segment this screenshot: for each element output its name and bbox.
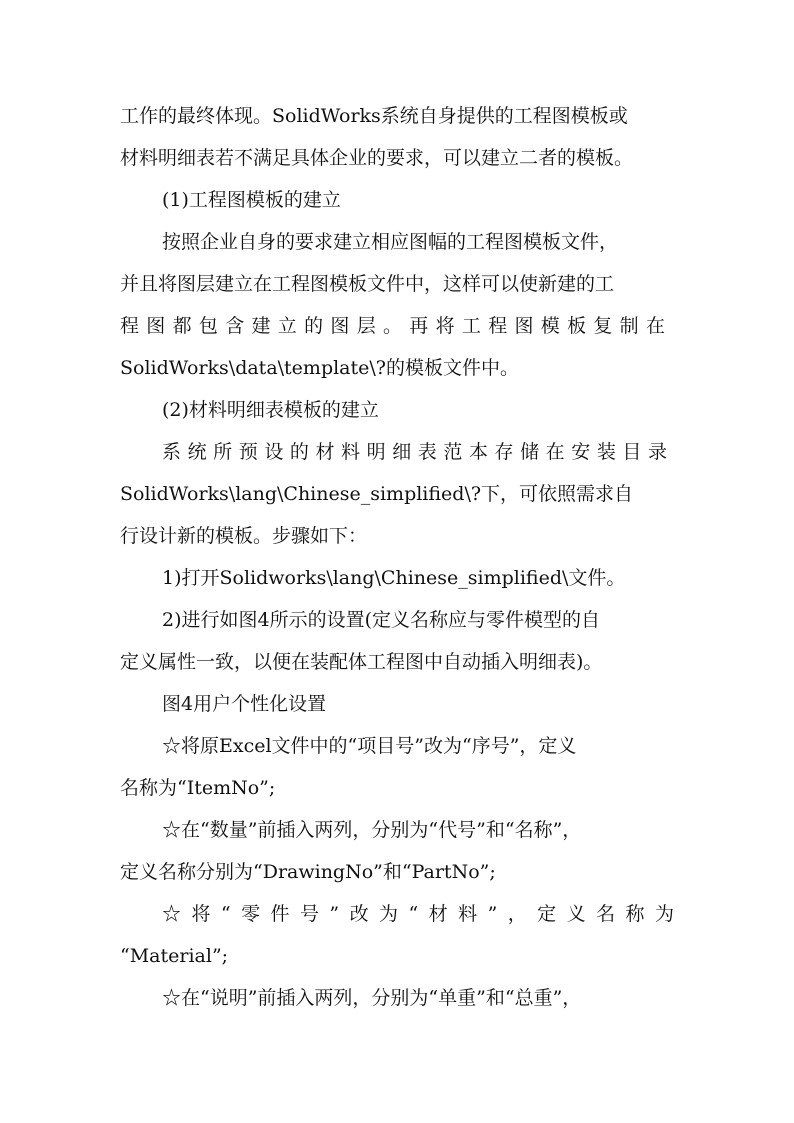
- figure-caption: 图4用户个性化设置: [162, 693, 327, 715]
- paragraph-line: 按照企业自身的要求建立相应图幅的工程图模板文件，: [162, 231, 619, 253]
- section-heading: (2)材料明细表模板的建立: [162, 399, 379, 421]
- paragraph-line: 系统所预设的材料明细表范本存储在安装目录: [162, 441, 667, 463]
- paragraph-line: 定义名称分别为“DrawingNo”和“PartNo”;: [120, 861, 496, 883]
- paragraph-line: 行设计新的模板。步骤如下：: [120, 525, 368, 547]
- paragraph-line: 程图都包含建立的图层。再将工程图模板复制在: [120, 315, 665, 337]
- list-item: 2)进行如图4所示的设置(定义名称应与零件模型的自: [162, 609, 601, 631]
- list-item: ☆在“说明”前插入两列，分别为“单重”和“总重”，: [162, 987, 582, 1009]
- list-item: ☆将原Excel文件中的“项目号”改为“序号”，定义: [162, 735, 577, 757]
- paragraph-line: 工作的最终体现。SolidWorks系统自身提供的工程图模板或: [120, 105, 628, 127]
- paragraph-line: 定义属性一致，以便在装配体工程图中自动插入明细表)。: [120, 651, 603, 673]
- section-heading: (1)工程图模板的建立: [162, 189, 341, 211]
- paragraph-line: SolidWorks\lang\Chinese_simplified\?下，可依照需求自: [120, 483, 634, 505]
- list-item: ☆将“零件号”改为“材料”，定义名称为: [162, 903, 674, 925]
- list-item: 1)打开Solidworks\lang\Chinese_simplified\文件。: [162, 567, 626, 589]
- list-item: ☆在“数量”前插入两列，分别为“代号”和“名称”，: [162, 819, 582, 841]
- paragraph-line: 材料明细表若不满足具体企业的要求，可以建立二者的模板。: [120, 147, 634, 169]
- paragraph-line: SolidWorks\data\template\?的模板文件中。: [120, 357, 519, 379]
- paragraph-line: “Material”;: [120, 945, 229, 967]
- paragraph-line: 名称为“ItemNo”;: [120, 777, 276, 799]
- paragraph-line: 并且将图层建立在工程图模板文件中，这样可以使新建的工: [120, 273, 615, 295]
